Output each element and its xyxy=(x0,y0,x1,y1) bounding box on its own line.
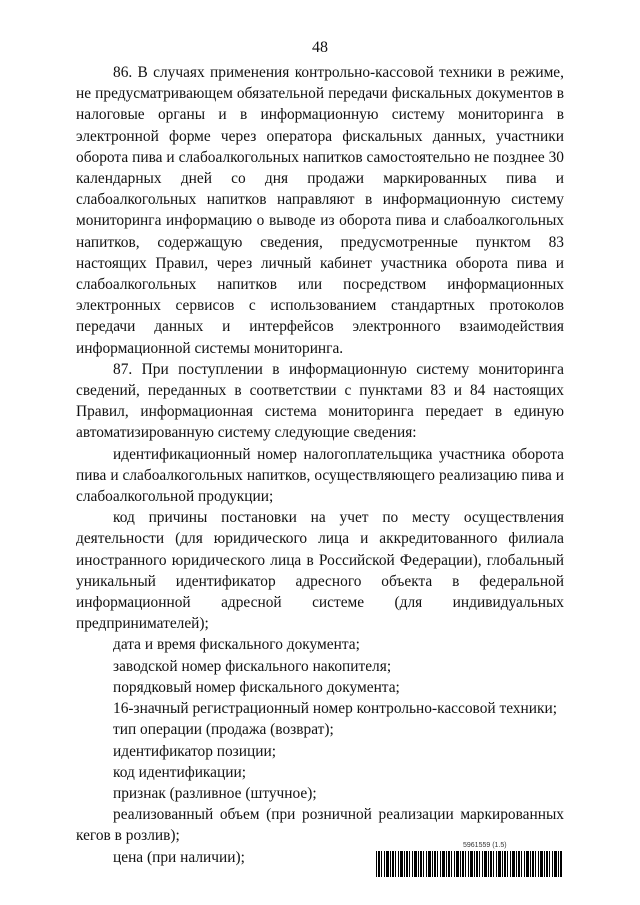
list-item-identification-code: код идентификации; xyxy=(113,763,246,781)
document-code: 5961559 (1.5) xyxy=(463,842,507,849)
list-item-price: цена (при наличии); xyxy=(113,848,245,866)
paragraph-87: 87. При поступлении в информационную систему мониторинга сведений, переданных в соответствии с пунктами 83 и 84 настоящих Правил, информационная система мониторинга передает в единую автоматизированную систему следующие сведения: xyxy=(76,360,564,442)
list-item-fd-number: порядковый номер фискального документа; xyxy=(113,678,400,696)
barcode-icon xyxy=(376,851,562,877)
list-item-position-id: идентификатор позиции; xyxy=(113,742,276,760)
page-number: 48 xyxy=(312,39,328,56)
list-item-fn-number: заводской номер фискального накопителя; xyxy=(113,657,392,675)
list-item-datetime: дата и время фискального документа; xyxy=(113,636,360,654)
list-item-inn: идентификационный номер налогоплательщика участника оборота пива и слабоалкогольных напитков, осуществляющего реализацию пива и слабоалкогольной продукции; xyxy=(76,445,564,506)
list-item-kpp: код причины постановки на учет по месту осуществления деятельности (для юридического лица и аккредитованного филиала иностранного юридического лица в Российской Федерации), глобальный уникальный идентификатор адресного объекта в федеральной информационной адресной системе (для индивидуальных предпринимателей); xyxy=(76,509,564,633)
list-item-attribute: признак (разливное (штучное); xyxy=(113,784,317,802)
document-body xyxy=(76,62,564,868)
list-item-volume: реализованный объем (при розничной реализации маркированных кегов в розлив); xyxy=(76,806,564,845)
paragraph-86: 86. В случаях применения контрольно-кассовой техники в режиме, не предусматривающем обязательной передачи фискальных документов в налоговые органы и в информационную систему мониторинга в электронной форме через оператора фискальных данных, участники оборота пива и слабоалкогольных напитков самостоятельно не позднее 30 календарных дней со дня продажи маркированных пива и слабоалкогольных напитков направляют в информационную систему мониторинга информацию о выводе из оборота пива и слабоалкогольных напитков, содержащую сведения, предусмотренные пунктом 83 настоящих Правил, через личный кабинет участника оборота пива и слабоалкогольных напитков или посредством информационных электронных сервисов с использованием стандартных протоколов передачи данных и интерфейсов электронного взаимодействия информационной системы мониторинга. xyxy=(76,64,564,357)
list-item-kkt-number: 16-значный регистрационный номер контрольно-кассовой техники; xyxy=(113,700,557,718)
list-item-operation-type: тип операции (продажа (возврат); xyxy=(113,721,334,739)
